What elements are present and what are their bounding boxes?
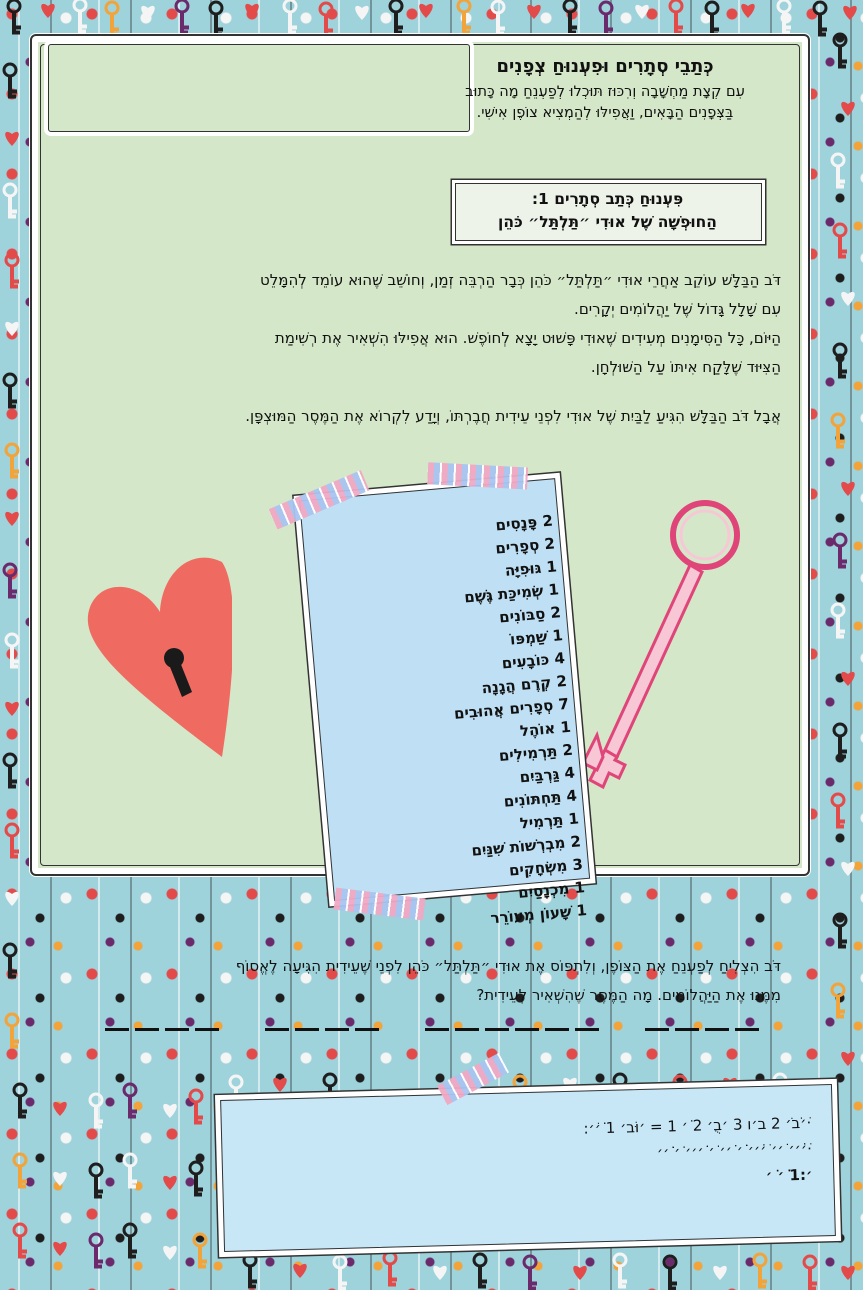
answer-blank[interactable]	[455, 1028, 479, 1031]
answer-blank[interactable]	[485, 1028, 509, 1031]
answer-blank[interactable]	[515, 1028, 539, 1031]
page-title: כְּתַבֵי סְתָרִים וּפִעְנוּחַ צְפָנִים	[496, 56, 714, 77]
list-item: 4 כּוֹבָעִים	[500, 649, 566, 673]
story-paragraph-2	[121, 324, 781, 382]
answer-blank[interactable]	[325, 1028, 349, 1031]
hint-line-2: ·׳ׁ׳ׁׁׁׁ׳ ׳ׁׁ׳ ׳ׁ׳ׁׁׁ׳ ׳ׁׁׁׁׁ ׳ׁׁ׳ ׳ׁׁ ׳ׁׁׁׁׁׁ׳׳ ׳ׁׁׁ ׳ׁׁׁׁׁׁׁׁ׳	[656, 1139, 813, 1162]
story-line: מִמֶּנּוּ אֶת הַיַּהֲלוֹמִים. מָה הַמֶּסֶר שֶׁהִשְׁאִיר לְעֵידִית?	[476, 986, 781, 1004]
hint-line-3: ׳:1 ׳ׁׁׁׁׁ ׳ׁׁ	[765, 1165, 813, 1185]
answer-blank[interactable]	[195, 1028, 219, 1031]
list-item: 2 מִבְרְשׁוֹת שִׁנַּיִם	[470, 832, 582, 860]
story-line: עִם שָׁלָל גָּדוֹל שֶׁל יַהֲלוֹמִים יְקָרִים.	[574, 300, 781, 318]
heart-keyhole-icon	[82, 552, 232, 762]
answer-blank[interactable]	[735, 1028, 759, 1031]
list-item: 1 אוֹהֶל	[519, 717, 572, 741]
story-paragraph-3	[121, 402, 781, 431]
hint-line-1: ·׳ׁבֹׁׁ׳ 2 ב׳ו 3 ׳בֻ׳ 2 ׳ׁׁׁ 1 = ׳וּבׁ׳ 1 ׳ׁׁׁ׳ׁ:	[583, 1113, 812, 1138]
list-item: 1 תַּרְמִיל	[518, 809, 580, 833]
story-paragraph-1	[121, 266, 781, 324]
story-paragraph-4	[121, 952, 781, 1010]
list-item: 2 סַבּוֹנִים	[498, 603, 562, 627]
answer-blank[interactable]	[295, 1028, 319, 1031]
page-subtitle-line-2: בַּצְּפָנִים הַבָּאִים, וַאֲפִילּוּ לְהַמְצִיא צוֹפֶן אִישִׁי.	[476, 105, 734, 121]
answer-blanks[interactable]	[110, 1028, 765, 1038]
list-item: 1 שְׂמִיכַּת גֶּשֶׁם	[463, 580, 560, 607]
list-item: 1 גּוּפִיָּה	[504, 557, 558, 580]
list-item: 1 מִכְנָסַיִם	[517, 878, 586, 902]
list-item: 4 גַּרְבַּיִם	[518, 763, 576, 787]
answer-blank[interactable]	[575, 1028, 599, 1031]
story-line: הַיּוֹם, כָּל הַסִּימָנִים מְעִידִים שֶׁאוּדִי פָּשׁוּט יָצָא לְחוֹפֶשׁ. הוּא אֲפִילּוּ הִשְׁאִיר אֶת רְשִׁימַת	[274, 329, 781, 347]
list-item: 2 קְרֶם הֲגָנָה	[480, 671, 568, 698]
hint-box	[222, 1092, 852, 1252]
puzzle-title	[455, 188, 760, 234]
list-item: 2 תַּרְמִילִים	[498, 740, 574, 766]
list-item: 1 שָׁעוֹן מְעוֹרֵר	[489, 901, 588, 928]
answer-blank[interactable]	[165, 1028, 189, 1031]
answer-blank[interactable]	[675, 1028, 699, 1031]
list-item: 2 פָּנָסִים	[494, 511, 554, 535]
answer-blank[interactable]	[355, 1028, 379, 1031]
tape-strip	[427, 462, 528, 489]
list-item: 1 שַׁמְפּוֹ	[509, 626, 564, 649]
puzzle-title-line-2: הַחוּפְשָׁה שֶׁל אוּדִי ״תַּלְתַּל״ כֹּהֵן	[498, 213, 717, 231]
story-line: דֹּב הַבַּלָּשׁ עוֹקֵב אַחֲרֵי אוּדִי ״תַּלְתַּל״ כֹּהֵן כְּבָר הַרְבֵּה זְמַן, וְחוֹשֵׁב שֶׁהוּא עוֹמֵד לְהִמָּלֵט	[260, 271, 781, 289]
list-item: 2 סְפָרִים	[494, 534, 556, 558]
page-subtitle	[405, 82, 805, 124]
answer-blank[interactable]	[645, 1028, 669, 1031]
puzzle-title-line-1: פִּעְנוּחַ כְּתַב סְתָרִים 1:	[531, 190, 684, 208]
page-subtitle-line-1: עִם קְצָת מַחְשָׁבָה וְרִכּוּז תּוּכְלוּ לְפַעְנֵחַ מָה כָּתוּב	[465, 84, 745, 100]
answer-blank[interactable]	[545, 1028, 569, 1031]
answer-blank[interactable]	[705, 1028, 729, 1031]
note-paper	[299, 478, 590, 928]
story-line: דֹּב הִצְלִיחַ לְפַעְנֵחַ אֶת הַצּוֹפֶן, וְלִתְפּוֹס אֶת אוּדִי ״תַּלְתַּל״ כֹּהֵן לִפְנֵי שֶׁעֵידִית הִגִּיעָה לֶאֱסוֹף	[235, 957, 781, 975]
list-item: 4 תַּחְתּוֹנִים	[503, 786, 578, 811]
answer-blank[interactable]	[105, 1028, 129, 1031]
equipment-list-note	[277, 455, 624, 928]
list-item: 3 מִשְׂחָקִים	[508, 855, 584, 880]
story-line: הַצִּיּוּד שֶׁלָּקַח אִיתּוֹ עַל הַשּׁוּלְחָן.	[590, 358, 781, 376]
hint-text	[251, 1110, 813, 1203]
equipment-list	[333, 510, 588, 942]
answer-blank[interactable]	[425, 1028, 449, 1031]
story-line: אֲבָל דֹּב הַבַּלָּשׁ הִגִּיעַ לַבַּיִת שֶׁל אוּדִי לִפְנֵי עֵידִית חֲבֶרְתּוֹ, וְיָדַע לִקְרוֹא אֶת הַמֶּסֶר הַמּוּצְפָּן.	[245, 407, 781, 425]
list-item: 7 סְפָרִים אֲהוּבִים	[453, 694, 570, 723]
answer-blank[interactable]	[135, 1028, 159, 1031]
answer-blank[interactable]	[265, 1028, 289, 1031]
